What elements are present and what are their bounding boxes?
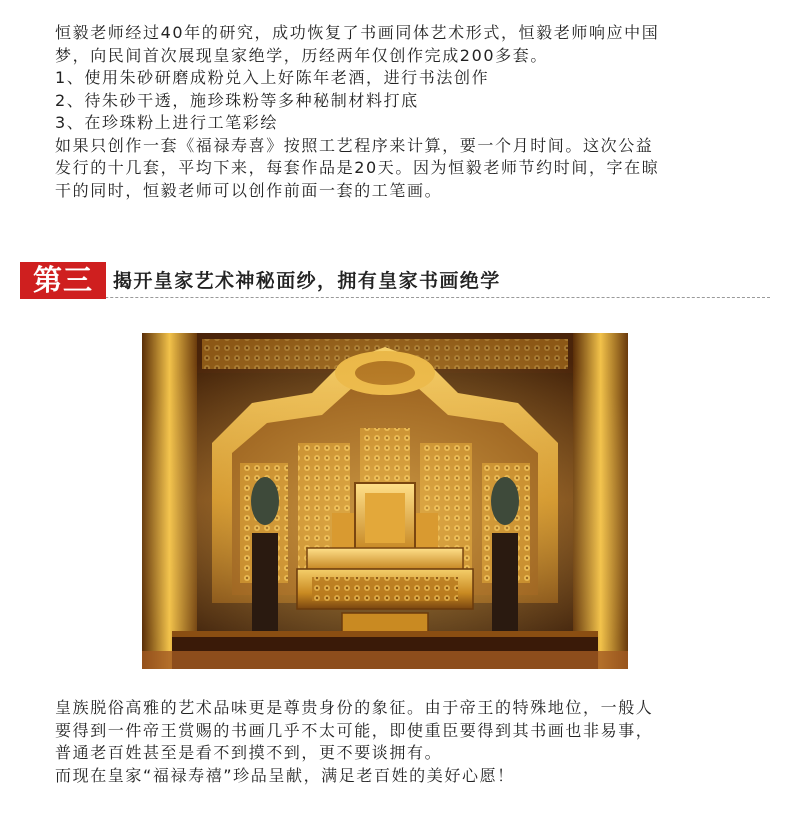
intro-line: 2、待朱砂干透，施珍珠粉等多种秘制材料打底 [55,90,419,110]
intro-line: 梦，向民间首次展现皇家绝学，历经两年仅创作完成200多套。 [55,45,548,65]
closing-line: 普通老百姓甚至是看不到摸不到，更不要谈拥有。 [55,743,443,762]
intro-line: 如果只创作一套《福禄寿喜》按照工艺程序来计算，要一个月时间。这次公益 [55,135,654,155]
intro-line: 恒毅老师经过40年的研究，成功恢复了书画同体艺术形式，恒毅老师响应中国 [55,23,660,42]
intro-paragraph [55,22,760,202]
intro-line: 1、使用朱砂研磨成粉兑入上好陈年老酒，进行书法创作 [55,68,490,87]
closing-line: 要得到一件帝王赏赐的书画几乎不太可能，即使重臣要得到其书画也非易事， [55,720,654,740]
section-heading [20,257,770,298]
throne-illustration [142,333,628,669]
section-number-badge: 第三 [20,262,106,299]
intro-line: 发行的十几套，平均下来，每套作品是20天。因为恒毅老师节约时间，字在晾 [55,158,660,177]
closing-line: 而现在皇家“福禄寿禧”珍品呈献，满足老百姓的美好心愿！ [55,765,515,785]
closing-line: 皇族脱俗高雅的艺术品味更是尊贵身份的象征。由于帝王的特殊地位，一般人 [55,698,654,717]
throne-photo [142,333,628,669]
intro-line: 3、在珍珠粉上进行工笔彩绘 [55,113,278,132]
section-title: 揭开皇家艺术神秘面纱，拥有皇家书画绝学 [113,270,501,292]
closing-paragraph [55,697,760,787]
intro-line: 干的同时，恒毅老师可以创作前面一套的工笔画。 [55,180,443,200]
